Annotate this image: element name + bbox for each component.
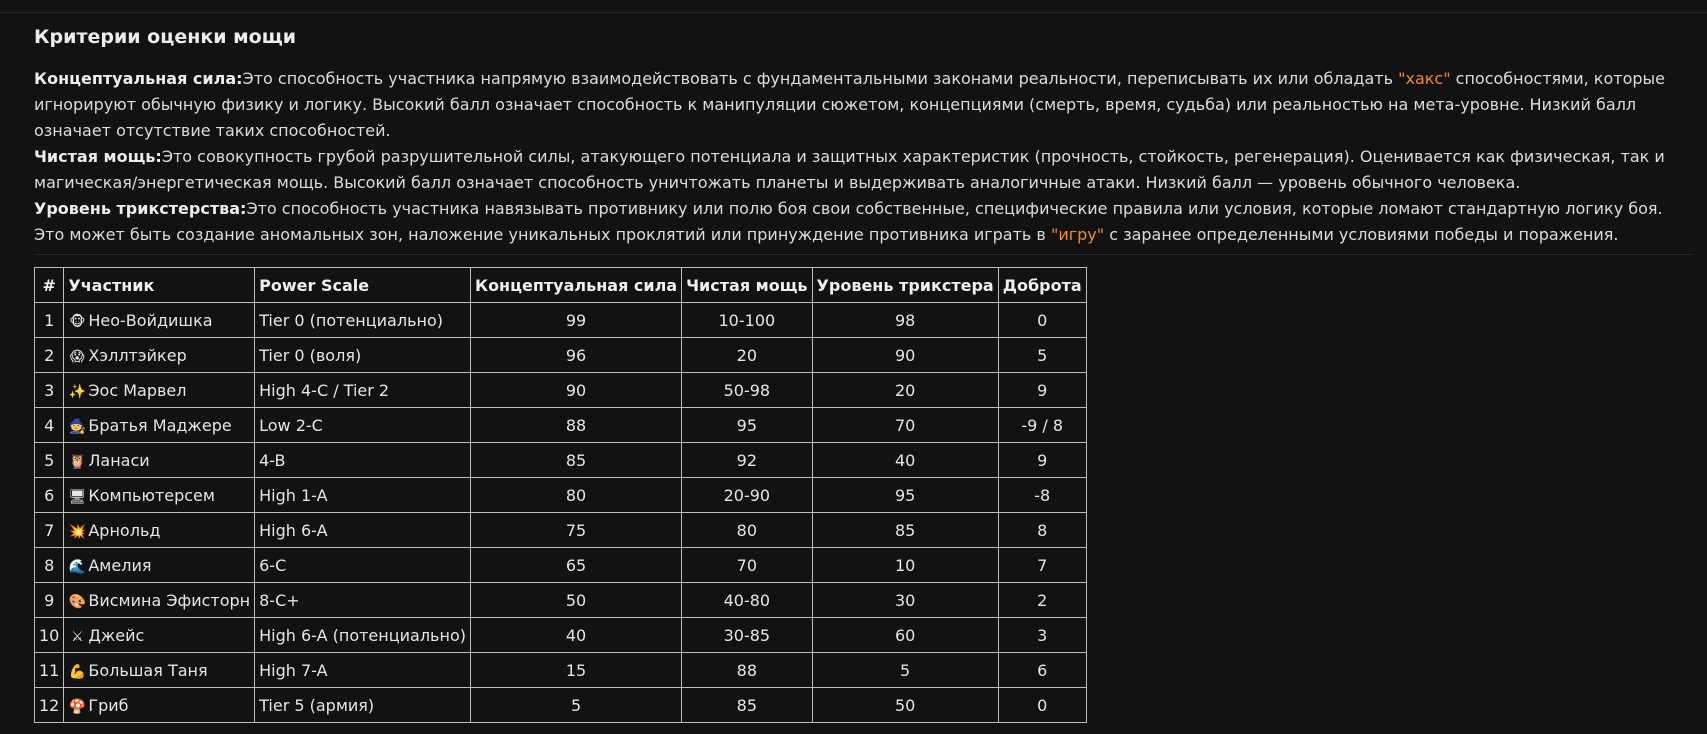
cell-trickster: 90 [812,338,998,373]
cell-number: 6 [35,478,64,513]
highlight-game: "игру" [1050,225,1105,244]
cell-participant [64,443,255,478]
cell-participant [64,303,255,338]
cell-conceptual: 15 [470,653,681,688]
criterion-trickster [34,196,1694,248]
table-header-row [35,268,1087,303]
flexed-biceps-icon: 💪 [68,663,87,680]
cell-number: 5 [35,443,64,478]
participant-name: Амелия [88,555,152,575]
criterion-text: Это совокупность грубой разрушительной силы, атакующего потенциала и защитных характеристик (прочность, стойкость, регенерация). Оценивается как физическая, так и магическая/энергетическая мощь. Высокий балл означает способность уничтожать планеты и выдерживать аналогичные атаки. Низкий балл — уровень обычного человека. [34,147,1665,192]
cell-raw-power: 92 [682,443,812,478]
cell-conceptual: 40 [470,618,681,653]
monkey-icon: 🐵 [69,313,86,330]
participant-name: Эос Марвел [88,380,187,400]
cell-trickster: 20 [812,373,998,408]
cell-kindness: 7 [998,548,1086,583]
cell-trickster: 50 [812,688,998,723]
power-scale-table [34,267,1087,723]
cell-conceptual: 75 [470,513,681,548]
cell-participant [64,548,255,583]
cell-conceptual: 5 [470,688,681,723]
table-body [35,303,1087,723]
cell-trickster: 30 [812,583,998,618]
cell-trickster: 70 [812,408,998,443]
cell-raw-power: 80 [682,513,812,548]
criterion-text: Это способность участника навязывать противнику или полю боя свои собственные, специфические правила или условия, которые ломают стандартную логику боя. Это может быть создание аномальных зон, наложение уникальных проклятий или принуждение противника играть в [34,199,1663,244]
cell-participant [64,618,255,653]
power-criteria-section [34,20,1694,723]
participant-name: Ланаси [88,450,150,470]
mushroom-icon: 🍄 [68,698,87,715]
cell-power-scale: Tier 0 (воля) [255,338,471,373]
mage-icon: 🧙 [68,418,87,435]
cell-raw-power: 88 [682,653,812,688]
cell-kindness: 8 [998,513,1086,548]
participant-name: Арнольд [88,520,161,540]
computer-icon: 🖥 [68,488,87,505]
cell-raw-power: 20-90 [682,478,812,513]
header-conceptual: Концептуальная сила [470,268,681,303]
cell-conceptual: 50 [470,583,681,618]
cell-conceptual: 96 [470,338,681,373]
cell-number: 10 [35,618,64,653]
sparkles-icon: ✨ [68,383,87,400]
criterion-text: Это способность участника напрямую взаимодействовать с фундаментальными законами реальности, переписывать их или обладать [242,69,1399,88]
cell-number: 4 [35,408,64,443]
cell-number: 8 [35,548,64,583]
table-row [35,688,1087,723]
previous-text-cutoff [0,0,1707,13]
cell-power-scale: 8-C+ [255,583,471,618]
table-row [35,303,1087,338]
cell-number: 1 [35,303,64,338]
cell-kindness: 6 [998,653,1086,688]
cell-kindness: 0 [998,688,1086,723]
header-participant: Участник [64,268,255,303]
table-row [35,653,1087,688]
cell-number: 2 [35,338,64,373]
cell-conceptual: 85 [470,443,681,478]
cell-trickster: 40 [812,443,998,478]
participant-name: Джейс [88,625,145,645]
criterion-text: способностями, которые игнорируют обычную физику и логику. Высокий балл означает способность к манипуляции сюжетом, концепциями (смерть, время, судьба) или реальностью на мета-уровне. Низкий балл означает отсутствие таких способностей. [34,69,1665,140]
table-row [35,338,1087,373]
cell-conceptual: 90 [470,373,681,408]
cell-power-scale: High 6-A [255,513,471,548]
palette-icon: 🎨 [68,593,87,610]
criterion-label: Уровень трикстерства: [34,199,247,218]
cell-kindness: 5 [998,338,1086,373]
cell-raw-power: 20 [682,338,812,373]
participant-name: Нео-Войдишка [88,310,213,330]
cell-power-scale: Tier 0 (потенциально) [255,303,471,338]
cell-conceptual: 65 [470,548,681,583]
cell-raw-power: 50-98 [682,373,812,408]
header-kindness: Доброта [998,268,1086,303]
table-row [35,478,1087,513]
criterion-label: Чистая мощь: [34,147,162,166]
cell-trickster: 95 [812,478,998,513]
participant-name: Хэллтэйкер [88,345,187,365]
table-row [35,583,1087,618]
cell-participant [64,688,255,723]
cell-power-scale: 6-C [255,548,471,583]
cell-number: 12 [35,688,64,723]
table-row [35,408,1087,443]
cell-number: 7 [35,513,64,548]
table-row [35,443,1087,478]
owl-icon: 🦉 [68,453,87,470]
header-trickster: Уровень трикстера [812,268,998,303]
table-row [35,513,1087,548]
table-row [35,373,1087,408]
cell-power-scale: Low 2-C [255,408,471,443]
cell-participant [64,478,255,513]
cell-conceptual: 99 [470,303,681,338]
cell-trickster: 5 [812,653,998,688]
criterion-conceptual [34,66,1694,144]
cell-power-scale: High 1-A [255,478,471,513]
criterion-raw-power [34,144,1694,196]
crossed-swords-icon: ⚔ [71,628,84,645]
table-row [35,618,1087,653]
header-power-scale: Power Scale [255,268,471,303]
criterion-text: с заранее определенными условиями победы и поражения. [1104,225,1619,244]
cell-raw-power: 95 [682,408,812,443]
cell-trickster: 60 [812,618,998,653]
cell-participant [64,653,255,688]
table-row [35,548,1087,583]
cell-power-scale: High 6-A (потенциально) [255,618,471,653]
cell-participant [64,583,255,618]
cell-trickster: 85 [812,513,998,548]
cell-power-scale: 4-B [255,443,471,478]
cell-raw-power: 30-85 [682,618,812,653]
cell-kindness: -8 [998,478,1086,513]
cell-trickster: 10 [812,548,998,583]
cell-raw-power: 10-100 [682,303,812,338]
wave-icon: 🌊 [68,558,87,575]
cell-kindness: 3 [998,618,1086,653]
cell-trickster: 98 [812,303,998,338]
header-number: # [35,268,64,303]
cell-power-scale: High 4-C / Tier 2 [255,373,471,408]
cell-kindness: 9 [998,373,1086,408]
cell-kindness: 0 [998,303,1086,338]
cell-kindness: 9 [998,443,1086,478]
cell-conceptual: 88 [470,408,681,443]
cell-conceptual: 80 [470,478,681,513]
collision-icon: 💥 [68,523,87,540]
cell-participant [64,338,255,373]
cell-kindness: 2 [998,583,1086,618]
cell-number: 9 [35,583,64,618]
criterion-label: Концептуальная сила: [34,69,243,88]
participant-name: Гриб [88,695,129,715]
highlight-hax: "хакс" [1398,69,1451,88]
header-raw-power: Чистая мощь [682,268,812,303]
cell-kindness: -9 / 8 [998,408,1086,443]
cell-power-scale: Tier 5 (армия) [255,688,471,723]
cell-raw-power: 40-80 [682,583,812,618]
criteria-description [34,66,1694,255]
participant-name: Братья Маджере [88,415,232,435]
participant-name: Компьютерсем [88,485,215,505]
participant-name: Висмина Эфисторн [88,590,251,610]
hellmaker-face-icon: 😱 [70,348,85,365]
cell-raw-power: 70 [682,548,812,583]
cell-participant [64,373,255,408]
section-title: Критерии оценки мощи [34,26,297,48]
cell-power-scale: High 7-A [255,653,471,688]
cell-participant [64,408,255,443]
cell-participant [64,513,255,548]
cell-raw-power: 85 [682,688,812,723]
cell-number: 3 [35,373,64,408]
cell-number: 11 [35,653,64,688]
participant-name: Большая Таня [88,660,208,680]
